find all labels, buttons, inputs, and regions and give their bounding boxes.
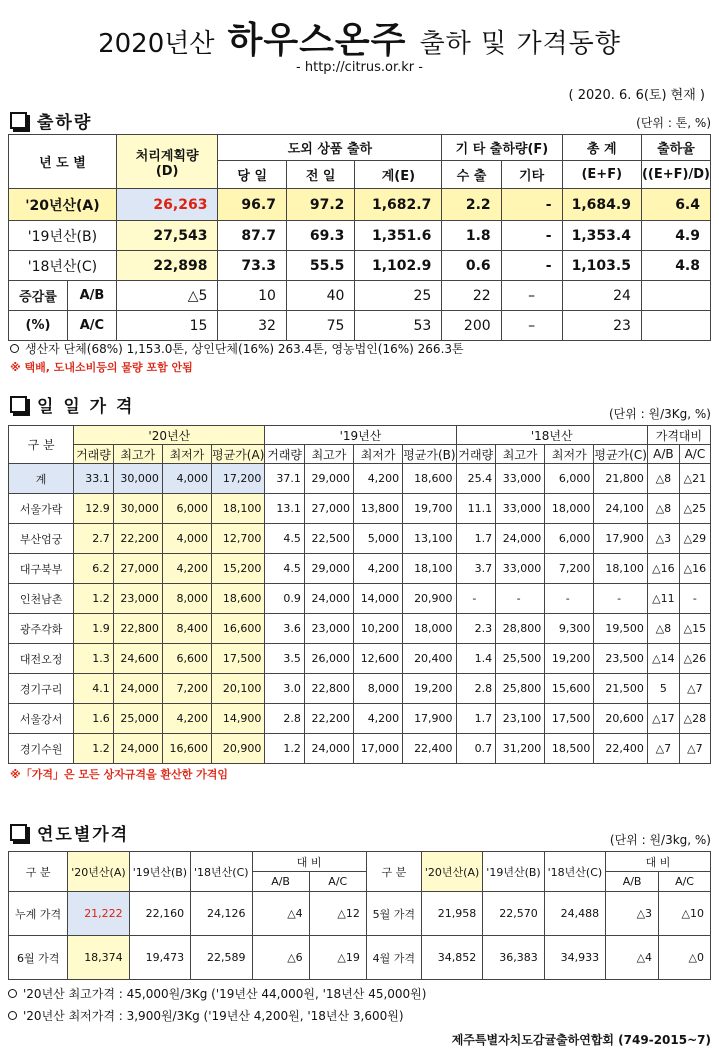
daily-cell: 24,000 bbox=[113, 674, 162, 704]
daily-cell: 24,600 bbox=[113, 644, 162, 674]
daily-cell: 23,000 bbox=[113, 584, 162, 614]
daily-cell: 0.7 bbox=[456, 734, 496, 764]
daily-cell: 23,100 bbox=[496, 704, 545, 734]
daily-cell: - bbox=[679, 584, 710, 614]
daily-cell: △16 bbox=[679, 554, 710, 584]
yearly-h20-left: '20년산(A) bbox=[68, 852, 129, 892]
market-name: 광주각화 bbox=[9, 614, 74, 644]
header-domestic: 도외 상품 출하 bbox=[218, 135, 442, 161]
daily-cell: 22,800 bbox=[113, 614, 162, 644]
daily-cell: △16 bbox=[647, 554, 679, 584]
daily-cell: △25 bbox=[679, 494, 710, 524]
daily-cell: 22,400 bbox=[403, 734, 456, 764]
daily-cell: 13,800 bbox=[354, 494, 403, 524]
daily-cell: 1.3 bbox=[74, 644, 114, 674]
daily-cell: 24,000 bbox=[304, 584, 353, 614]
daily-cell: 8,000 bbox=[162, 584, 211, 614]
table-row: '18년산(C) 22,898 73.3 55.5 1,102.9 0.6 - 1,103.5 4.8 bbox=[9, 251, 711, 281]
daily-cell: - bbox=[545, 584, 594, 614]
daily-cell: △14 bbox=[647, 644, 679, 674]
daily-cell: 22,500 bbox=[304, 524, 353, 554]
daily-cell: 30,000 bbox=[113, 494, 162, 524]
daily-cell: 18,600 bbox=[403, 464, 456, 494]
daily-cell: 16,600 bbox=[212, 614, 265, 644]
shipment-unit: (단위 : 톤, %) bbox=[636, 116, 711, 130]
daily-cell: 6,000 bbox=[545, 464, 594, 494]
yearly-h20-right: '20년산(A) bbox=[421, 852, 482, 892]
daily-cell: 24,100 bbox=[594, 494, 648, 524]
title-product: 하우스온주 bbox=[227, 20, 407, 61]
daily-cell: 8,000 bbox=[354, 674, 403, 704]
daily-cell: 27,000 bbox=[304, 494, 353, 524]
as-of-date: ( 2020. 6. 6(토) 현재 ) bbox=[568, 88, 705, 103]
daily-cell: 10,200 bbox=[354, 614, 403, 644]
daily-cell: 3.7 bbox=[456, 554, 496, 584]
market-name: 계 bbox=[9, 464, 74, 494]
organization-footer: 제주특별자치도감귤출하연합회 (749-2015~7) bbox=[451, 1033, 711, 1047]
shipment-note: 생산자 단체(68%) 1,153.0톤, 상인단체(16%) 263.4톤, 영농법인(16%) 266.3톤 bbox=[10, 340, 464, 357]
section-daily-title: 일 일 가 격 bbox=[10, 392, 134, 417]
daily-cell: 29,000 bbox=[304, 464, 353, 494]
yearly-h19-left: '19년산(B) bbox=[129, 852, 190, 892]
daily-cell: 19,200 bbox=[545, 644, 594, 674]
max-price-note: '20년산 최고가격 : 45,000원/3Kg ('19년산 44,000원, '18년산 45,000원) bbox=[8, 985, 426, 1002]
daily-cell: 4,200 bbox=[354, 464, 403, 494]
daily-cell: 4.1 bbox=[74, 674, 114, 704]
daily-cell: △3 bbox=[647, 524, 679, 554]
header-planned: 처리계획량 (D) bbox=[116, 135, 218, 189]
daily-subheader: 평균가(B) bbox=[403, 445, 456, 464]
yearly-col-label-right: 구 분 bbox=[366, 852, 421, 892]
daily-cell: 22,400 bbox=[594, 734, 648, 764]
yearly-h18-right: '18년산(C) bbox=[544, 852, 605, 892]
daily-cell: 2.8 bbox=[265, 704, 305, 734]
daily-cell: 1.9 bbox=[74, 614, 114, 644]
daily-subheader: 최고가 bbox=[113, 445, 162, 464]
daily-cell: △8 bbox=[647, 464, 679, 494]
daily-cell: 11.1 bbox=[456, 494, 496, 524]
daily-cell: △11 bbox=[647, 584, 679, 614]
table-row: 증감률 A/B △5 10 40 25 22 – 24 bbox=[9, 281, 711, 311]
header-total: 총 계 bbox=[562, 135, 641, 161]
title-subtitle: 출하 및 가격동향 bbox=[419, 29, 621, 59]
section-shipment-title: 출하량 bbox=[10, 108, 92, 133]
daily-cell: 17,200 bbox=[212, 464, 265, 494]
table-row: (%) A/C 15 32 75 53 200 – 23 bbox=[9, 311, 711, 341]
daily-cell: 4,200 bbox=[354, 704, 403, 734]
daily-cell: 13.1 bbox=[265, 494, 305, 524]
daily-cell: △7 bbox=[647, 734, 679, 764]
daily-cell: 25,500 bbox=[496, 644, 545, 674]
daily-compare: 가격대비 bbox=[647, 426, 710, 445]
market-name: 서울강서 bbox=[9, 704, 74, 734]
daily-cell: △28 bbox=[679, 704, 710, 734]
header-etc: 기타 bbox=[501, 161, 562, 189]
daily-cell: 12,600 bbox=[354, 644, 403, 674]
daily-cell: 18,100 bbox=[403, 554, 456, 584]
table-row bbox=[9, 734, 711, 764]
daily-subheader: 평균가(A) bbox=[212, 445, 265, 464]
daily-cell: 21,500 bbox=[594, 674, 648, 704]
daily-cell: 1.2 bbox=[74, 584, 114, 614]
daily-cell: 5,000 bbox=[354, 524, 403, 554]
daily-cell: 9,300 bbox=[545, 614, 594, 644]
daily-cell: 25.4 bbox=[456, 464, 496, 494]
daily-year-20: '20년산 bbox=[74, 426, 265, 445]
header-rate-sub: ((E+F)/D) bbox=[641, 161, 710, 189]
table-row bbox=[9, 494, 711, 524]
table-row: '19년산(B) 27,543 87.7 69.3 1,351.6 1.8 - 1,353.4 4.9 bbox=[9, 221, 711, 251]
daily-cell: 1.7 bbox=[456, 524, 496, 554]
daily-cell: 14,900 bbox=[212, 704, 265, 734]
daily-cell: 16,600 bbox=[162, 734, 211, 764]
daily-cell: 6,000 bbox=[545, 524, 594, 554]
daily-cell: 5 bbox=[647, 674, 679, 704]
table-row bbox=[9, 584, 711, 614]
daily-cell: 0.9 bbox=[265, 584, 305, 614]
header-rate: 출하율 bbox=[641, 135, 710, 161]
daily-cell: △8 bbox=[647, 614, 679, 644]
daily-cell: 15,200 bbox=[212, 554, 265, 584]
daily-cell: 2.7 bbox=[74, 524, 114, 554]
header-year: 년 도 별 bbox=[9, 135, 117, 189]
daily-cell: 22,200 bbox=[113, 524, 162, 554]
table-row: 6월 가격 18,374 19,473 22,589 △6 △19 4월 가격 34,852 36,383 34,933 △4 △0 bbox=[9, 936, 711, 980]
daily-cell: 13,100 bbox=[403, 524, 456, 554]
market-name: 서울가락 bbox=[9, 494, 74, 524]
market-name: 부산엄궁 bbox=[9, 524, 74, 554]
daily-cell: 7,200 bbox=[545, 554, 594, 584]
daily-subheader: A/B bbox=[647, 445, 679, 464]
daily-cell: 37.1 bbox=[265, 464, 305, 494]
yearly-compare-left: 대 비 bbox=[252, 852, 366, 872]
header-prev: 전 일 bbox=[286, 161, 354, 189]
daily-cell: 30,000 bbox=[113, 464, 162, 494]
daily-cell: 17,000 bbox=[354, 734, 403, 764]
daily-cell: 18,100 bbox=[594, 554, 648, 584]
daily-col-label: 구 분 bbox=[9, 426, 74, 464]
daily-cell: 22,800 bbox=[304, 674, 353, 704]
yearly-price-table: 구 분 '20년산(A) '19년산(B) '18년산(C) 대 비 구 분 '20년산(A) '19년산(B) '18년산(C) 대 비 A/B A/C A/B A/C 누계 가격 21,222 22,160 24,126 △4 △12 5월 가격 21,958 22,570 24,488 △3 △10 6월 가격 18,374 19,473 22,589 △6 △19 4월 가격 34,852 36,383 34,933 △4 △0 bbox=[8, 851, 711, 980]
daily-cell: 3.0 bbox=[265, 674, 305, 704]
daily-cell: 17,900 bbox=[594, 524, 648, 554]
daily-cell: 28,800 bbox=[496, 614, 545, 644]
daily-cell: 12,700 bbox=[212, 524, 265, 554]
shipment-table bbox=[8, 134, 711, 341]
daily-cell: 2.3 bbox=[456, 614, 496, 644]
title-year: 2020년산 bbox=[98, 29, 215, 59]
table-row bbox=[9, 674, 711, 704]
shipment-note-red: ※ 택배, 도내소비등의 물량 포함 안됨 bbox=[10, 361, 193, 374]
daily-cell: 4.5 bbox=[265, 524, 305, 554]
table-row bbox=[9, 644, 711, 674]
circle-bullet-icon bbox=[8, 989, 17, 998]
daily-year-18: '18년산 bbox=[456, 426, 647, 445]
table-row: 누계 가격 21,222 22,160 24,126 △4 △12 5월 가격 21,958 22,570 24,488 △3 △10 bbox=[9, 892, 711, 936]
daily-cell: 19,700 bbox=[403, 494, 456, 524]
market-name: 대구북부 bbox=[9, 554, 74, 584]
daily-cell: 33,000 bbox=[496, 464, 545, 494]
daily-price-table bbox=[8, 425, 711, 764]
daily-cell: 12.9 bbox=[74, 494, 114, 524]
daily-cell: 4,200 bbox=[162, 554, 211, 584]
daily-cell: 1.2 bbox=[265, 734, 305, 764]
daily-cell: 1.6 bbox=[74, 704, 114, 734]
daily-cell: 26,000 bbox=[304, 644, 353, 674]
daily-cell: △26 bbox=[679, 644, 710, 674]
daily-cell: 31,200 bbox=[496, 734, 545, 764]
daily-subheader: 거래량 bbox=[74, 445, 114, 464]
daily-cell: 4,200 bbox=[162, 704, 211, 734]
daily-cell: 33,000 bbox=[496, 494, 545, 524]
daily-cell: 18,000 bbox=[403, 614, 456, 644]
daily-cell: △17 bbox=[647, 704, 679, 734]
daily-cell: 6,600 bbox=[162, 644, 211, 674]
header-sum: 계(E) bbox=[355, 161, 442, 189]
daily-note: ※「가격」은 모든 상자규격을 환산한 가격임 bbox=[10, 768, 229, 781]
daily-cell: 20,900 bbox=[403, 584, 456, 614]
daily-cell: 6.2 bbox=[74, 554, 114, 584]
market-name: 인천남촌 bbox=[9, 584, 74, 614]
table-row bbox=[9, 464, 711, 494]
daily-cell: △29 bbox=[679, 524, 710, 554]
daily-cell: 18,500 bbox=[545, 734, 594, 764]
section-yearly-title: 연도별가격 bbox=[10, 820, 129, 845]
daily-cell: 17,900 bbox=[403, 704, 456, 734]
yearly-unit: (단위 : 원/3kg, %) bbox=[609, 833, 711, 847]
table-row bbox=[9, 554, 711, 584]
daily-cell: 25,000 bbox=[113, 704, 162, 734]
daily-cell: 17,500 bbox=[212, 644, 265, 674]
table-row: '20년산(A) 26,263 96.7 97.2 1,682.7 2.2 - 1,684.9 6.4 bbox=[9, 189, 711, 221]
yearly-col-label-left: 구 분 bbox=[9, 852, 68, 892]
circle-bullet-icon bbox=[8, 1011, 17, 1020]
yearly-h19-right: '19년산(B) bbox=[483, 852, 544, 892]
daily-cell: △7 bbox=[679, 674, 710, 704]
daily-cell: 4,200 bbox=[354, 554, 403, 584]
daily-subheader: 거래량 bbox=[456, 445, 496, 464]
page-title bbox=[0, 12, 719, 63]
daily-cell: 6,000 bbox=[162, 494, 211, 524]
daily-cell: 7,200 bbox=[162, 674, 211, 704]
daily-cell: △21 bbox=[679, 464, 710, 494]
daily-unit: (단위 : 원/3Kg, %) bbox=[608, 407, 711, 421]
daily-cell: 18,000 bbox=[545, 494, 594, 524]
daily-subheader: 최고가 bbox=[496, 445, 545, 464]
daily-cell: 24,000 bbox=[304, 734, 353, 764]
daily-cell: 19,200 bbox=[403, 674, 456, 704]
daily-cell: 24,000 bbox=[496, 524, 545, 554]
circle-bullet-icon bbox=[10, 344, 19, 353]
site-url[interactable]: - http://citrus.or.kr - bbox=[296, 60, 423, 75]
daily-cell: 20,100 bbox=[212, 674, 265, 704]
daily-subheader: 최저가 bbox=[545, 445, 594, 464]
market-name: 경기수원 bbox=[9, 734, 74, 764]
daily-cell: 22,200 bbox=[304, 704, 353, 734]
daily-cell: 25,800 bbox=[496, 674, 545, 704]
daily-cell: 8,400 bbox=[162, 614, 211, 644]
daily-cell: 24,000 bbox=[113, 734, 162, 764]
daily-cell: - bbox=[594, 584, 648, 614]
daily-cell: 1.7 bbox=[456, 704, 496, 734]
daily-subheader: 평균가(C) bbox=[594, 445, 648, 464]
daily-subheader: A/C bbox=[679, 445, 710, 464]
daily-cell: 1.4 bbox=[456, 644, 496, 674]
table-row bbox=[9, 614, 711, 644]
daily-cell: △8 bbox=[647, 494, 679, 524]
checkbox-icon bbox=[10, 396, 27, 413]
checkbox-icon bbox=[10, 112, 27, 129]
daily-cell: - bbox=[456, 584, 496, 614]
daily-cell: 23,500 bbox=[594, 644, 648, 674]
header-today: 당 일 bbox=[218, 161, 286, 189]
daily-subheader: 최저가 bbox=[354, 445, 403, 464]
daily-cell: 23,000 bbox=[304, 614, 353, 644]
daily-cell: - bbox=[496, 584, 545, 614]
table-row bbox=[9, 704, 711, 734]
daily-cell: 3.6 bbox=[265, 614, 305, 644]
checkbox-icon bbox=[10, 824, 27, 841]
min-price-note: '20년산 최저가격 : 3,900원/3Kg ('19년산 4,200원, '18년산 3,600원) bbox=[8, 1007, 404, 1024]
yearly-compare-right: 대 비 bbox=[606, 852, 711, 872]
daily-cell: 21,800 bbox=[594, 464, 648, 494]
daily-cell: 20,900 bbox=[212, 734, 265, 764]
daily-cell: 15,600 bbox=[545, 674, 594, 704]
daily-cell: 4,000 bbox=[162, 464, 211, 494]
daily-cell: 1.2 bbox=[74, 734, 114, 764]
daily-cell: 20,600 bbox=[594, 704, 648, 734]
daily-cell: 29,000 bbox=[304, 554, 353, 584]
daily-cell: 18,600 bbox=[212, 584, 265, 614]
daily-subheader: 거래량 bbox=[265, 445, 305, 464]
daily-cell: 3.5 bbox=[265, 644, 305, 674]
daily-cell: 2.8 bbox=[456, 674, 496, 704]
daily-year-19: '19년산 bbox=[265, 426, 456, 445]
header-export: 수 출 bbox=[442, 161, 501, 189]
market-name: 대전오정 bbox=[9, 644, 74, 674]
daily-cell: 33.1 bbox=[74, 464, 114, 494]
daily-cell: 18,100 bbox=[212, 494, 265, 524]
daily-cell: 19,500 bbox=[594, 614, 648, 644]
header-total-sub: (E+F) bbox=[562, 161, 641, 189]
header-other: 기 타 출하량(F) bbox=[442, 135, 562, 161]
daily-cell: 27,000 bbox=[113, 554, 162, 584]
yearly-h18-left: '18년산(C) bbox=[191, 852, 252, 892]
daily-subheader: 최고가 bbox=[304, 445, 353, 464]
daily-cell: 14,000 bbox=[354, 584, 403, 614]
daily-cell: 4.5 bbox=[265, 554, 305, 584]
daily-cell: △15 bbox=[679, 614, 710, 644]
daily-cell: 33,000 bbox=[496, 554, 545, 584]
daily-cell: △7 bbox=[679, 734, 710, 764]
daily-cell: 17,500 bbox=[545, 704, 594, 734]
daily-cell: 4,000 bbox=[162, 524, 211, 554]
daily-subheader: 최저가 bbox=[162, 445, 211, 464]
daily-cell: 20,400 bbox=[403, 644, 456, 674]
market-name: 경기구리 bbox=[9, 674, 74, 704]
table-row bbox=[9, 524, 711, 554]
